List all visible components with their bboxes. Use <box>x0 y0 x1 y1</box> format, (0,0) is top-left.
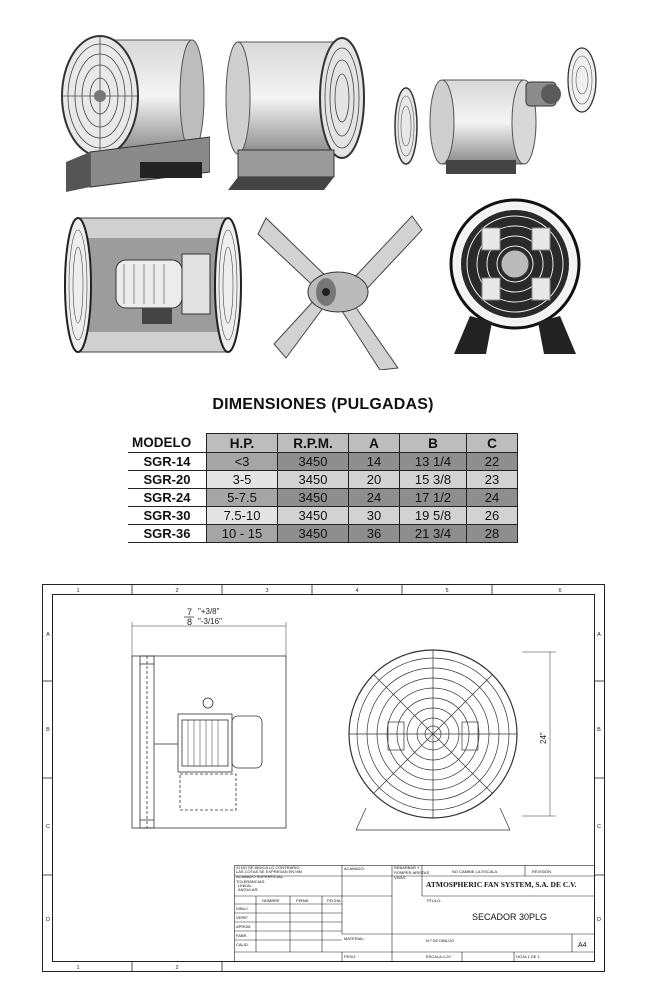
tb-row-label: CALID. <box>236 942 249 947</box>
cell-hp: <3 <box>207 453 278 471</box>
cell-a: 36 <box>349 525 400 543</box>
header-rpm: R.P.M. <box>278 434 349 453</box>
tb-col-firma: FIRMA <box>296 898 309 903</box>
tb-row-label: APROB. <box>236 924 252 929</box>
dim-width-tol-plus: "+3/8" <box>198 607 220 616</box>
zone-col-label: 6 <box>558 588 562 594</box>
dim-width-tol-minus: "-3/16" <box>198 617 222 626</box>
fan-render-front-angle <box>60 22 210 192</box>
tb-note: TOLERANCIAS: <box>236 879 266 884</box>
zone-col-label: 2 <box>175 965 179 971</box>
tb-col-fecha: FECHA <box>327 898 341 903</box>
tb-hoja: HOJA 1 DE 1 <box>516 954 540 959</box>
tb-drawing-title: SECADOR 30PLG <box>472 912 548 922</box>
tb-titulo: TÍTULO: <box>426 898 442 903</box>
tb-rebabas: VIVAS <box>394 875 406 880</box>
header-a: A <box>349 434 400 453</box>
header-c: C <box>467 434 518 453</box>
tb-material: MATERIAL: <box>344 936 365 941</box>
cell-rpm: 3450 <box>278 507 349 525</box>
cell-hp: 5-7.5 <box>207 489 278 507</box>
dim-height: 24" <box>539 732 548 744</box>
cell-modelo: SGR-36 <box>128 525 207 543</box>
zone-row-label: B <box>597 727 601 733</box>
cell-rpm: 3450 <box>278 453 349 471</box>
fan-render-side-angle <box>224 22 374 192</box>
tb-note: LINEAL: <box>238 883 253 888</box>
fan-render-exploded <box>386 44 604 184</box>
table-header-row <box>128 434 518 453</box>
tb-row-label: VERIF. <box>236 915 249 920</box>
cell-rpm: 3450 <box>278 471 349 489</box>
cell-c: 24 <box>467 489 518 507</box>
cell-b: 17 1/2 <box>400 489 467 507</box>
table-row <box>128 453 518 471</box>
zone-col-label: 5 <box>445 588 449 594</box>
cell-c: 22 <box>467 453 518 471</box>
zone-row-label: A <box>46 632 50 638</box>
cell-hp: 7.5-10 <box>207 507 278 525</box>
zone-row-label: A <box>597 632 601 638</box>
fan-render-front-view <box>440 198 590 358</box>
zone-row-label: C <box>597 824 601 830</box>
zone-row-label: B <box>46 727 50 733</box>
cell-modelo: SGR-20 <box>128 471 207 489</box>
cell-modelo: SGR-24 <box>128 489 207 507</box>
dimensions-title: DIMENSIONES (PULGADAS) <box>212 396 434 413</box>
propeller-render <box>256 212 424 370</box>
cell-c: 28 <box>467 525 518 543</box>
tb-escala: ESCALA:1:20 <box>426 954 451 959</box>
dimensions-table <box>128 433 518 543</box>
cell-hp: 3-5 <box>207 471 278 489</box>
dim-width-whole: 7 <box>186 607 192 617</box>
cell-hp: 10 - 15 <box>207 525 278 543</box>
dim-width-den: 8 <box>186 617 192 627</box>
header-hp: H.P. <box>207 434 278 453</box>
tb-company: ATMOSPHERIC FAN SYSTEM, S.A. DE C.V. <box>426 880 577 889</box>
cell-modelo: SGR-30 <box>128 507 207 525</box>
zone-row-label: D <box>46 917 50 923</box>
tb-peso: PESO: <box>344 954 357 959</box>
tb-rebabas: ROMPER ARISTAS <box>394 870 430 875</box>
table-row <box>128 489 518 507</box>
zone-col-label: 1 <box>76 588 80 594</box>
tb-n-dibujo: N.º DE DIBUJO <box>426 938 454 943</box>
cell-modelo: SGR-14 <box>128 453 207 471</box>
cell-b: 15 3/8 <box>400 471 467 489</box>
tb-rebabas: REBARBAR Y <box>394 865 420 870</box>
tb-acabado: ACABADO: <box>344 866 365 871</box>
zone-col-label: 4 <box>355 588 359 594</box>
table-row <box>128 507 518 525</box>
cell-b: 21 3/4 <box>400 525 467 543</box>
tb-col-nombre: NOMBRE <box>262 898 280 903</box>
fan-render-interior <box>64 208 244 358</box>
tb-row-label: FABR. <box>236 933 248 938</box>
cell-a: 20 <box>349 471 400 489</box>
cell-c: 26 <box>467 507 518 525</box>
tb-size: A4 <box>578 942 587 949</box>
zone-row-label: D <box>597 917 601 923</box>
cell-c: 23 <box>467 471 518 489</box>
table-row <box>128 525 518 543</box>
tb-no-cambie: NO CAMBIE LA ESCALA <box>452 869 498 874</box>
zone-row-label: C <box>46 824 50 830</box>
cell-b: 13 1/4 <box>400 453 467 471</box>
zone-col-label: 2 <box>175 588 179 594</box>
cell-a: 24 <box>349 489 400 507</box>
tb-row-label: DIBUJ. <box>236 906 249 911</box>
header-b: B <box>400 434 467 453</box>
cell-a: 30 <box>349 507 400 525</box>
technical-drawing <box>42 584 605 972</box>
tb-note: ANGULAR: <box>238 887 259 892</box>
cell-a: 14 <box>349 453 400 471</box>
cell-b: 19 5/8 <box>400 507 467 525</box>
cell-rpm: 3450 <box>278 489 349 507</box>
header-modelo: MODELO <box>128 434 207 453</box>
tb-revision: REVISIÓN <box>532 869 552 874</box>
tb-note: ACABADO SUPERFICIAL: <box>236 874 285 879</box>
table-row <box>128 471 518 489</box>
zone-col-label: 1 <box>76 965 80 971</box>
tb-note: LAS COTAS SE EXPRESAN EN MM <box>236 869 302 874</box>
zone-col-label: 3 <box>265 588 269 594</box>
tb-note: SI NO SE INDICA LO CONTRARIO: <box>236 865 301 870</box>
cell-rpm: 3450 <box>278 525 349 543</box>
